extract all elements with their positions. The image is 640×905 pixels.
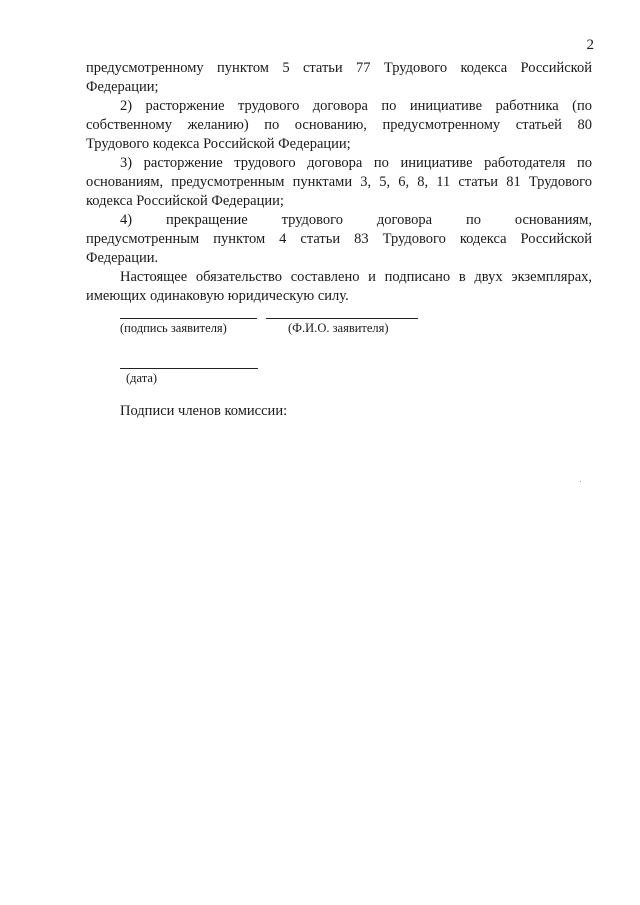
page-number: 2	[586, 37, 594, 53]
p2-line3: Трудового кодекса Российской Федерации;	[86, 136, 351, 152]
p2-line1: 2) расторжение трудового договора по инициативе работника (по	[120, 98, 592, 114]
commission-signatures-label: Подписи членов комиссии:	[120, 403, 288, 419]
p3-line2: основаниям, предусмотренным пунктами 3, 5, 6, 8, 11 статьи 81 Трудового	[86, 174, 592, 190]
p5-line1: Настоящее обязательство составлено и подписано в двух экземплярах,	[120, 269, 592, 285]
p1-line1: предусмотренному пунктом 5 статьи 77 Трудового кодекса Российской	[86, 60, 592, 76]
p3-line3: кодекса Российской Федерации;	[86, 193, 284, 209]
applicant-name-line	[266, 318, 418, 319]
p2-line2: собственному желанию) по основанию, предусмотренному статьей 80	[86, 117, 592, 133]
document-body	[86, 59, 592, 306]
p4-line3: Федерации.	[86, 250, 159, 266]
applicant-signature-caption: (подпись заявителя)	[120, 321, 227, 335]
applicant-signature-line	[120, 318, 257, 319]
scan-speck	[580, 481, 581, 482]
applicant-name-caption: (Ф.И.О. заявителя)	[288, 321, 389, 335]
p5-line2: имеющих одинаковую юридическую силу.	[86, 288, 349, 304]
date-caption: (дата)	[126, 371, 158, 385]
p4-line2: предусмотренным пунктом 4 статьи 83 Трудового кодекса Российской	[86, 231, 592, 247]
p1-line2: Федерации;	[86, 79, 159, 95]
p3-line1: 3) расторжение трудового договора по инициативе работодателя по	[120, 155, 592, 171]
p4-line1: 4) прекращение трудового договора по основаниям,	[120, 212, 592, 228]
date-line	[120, 368, 258, 369]
